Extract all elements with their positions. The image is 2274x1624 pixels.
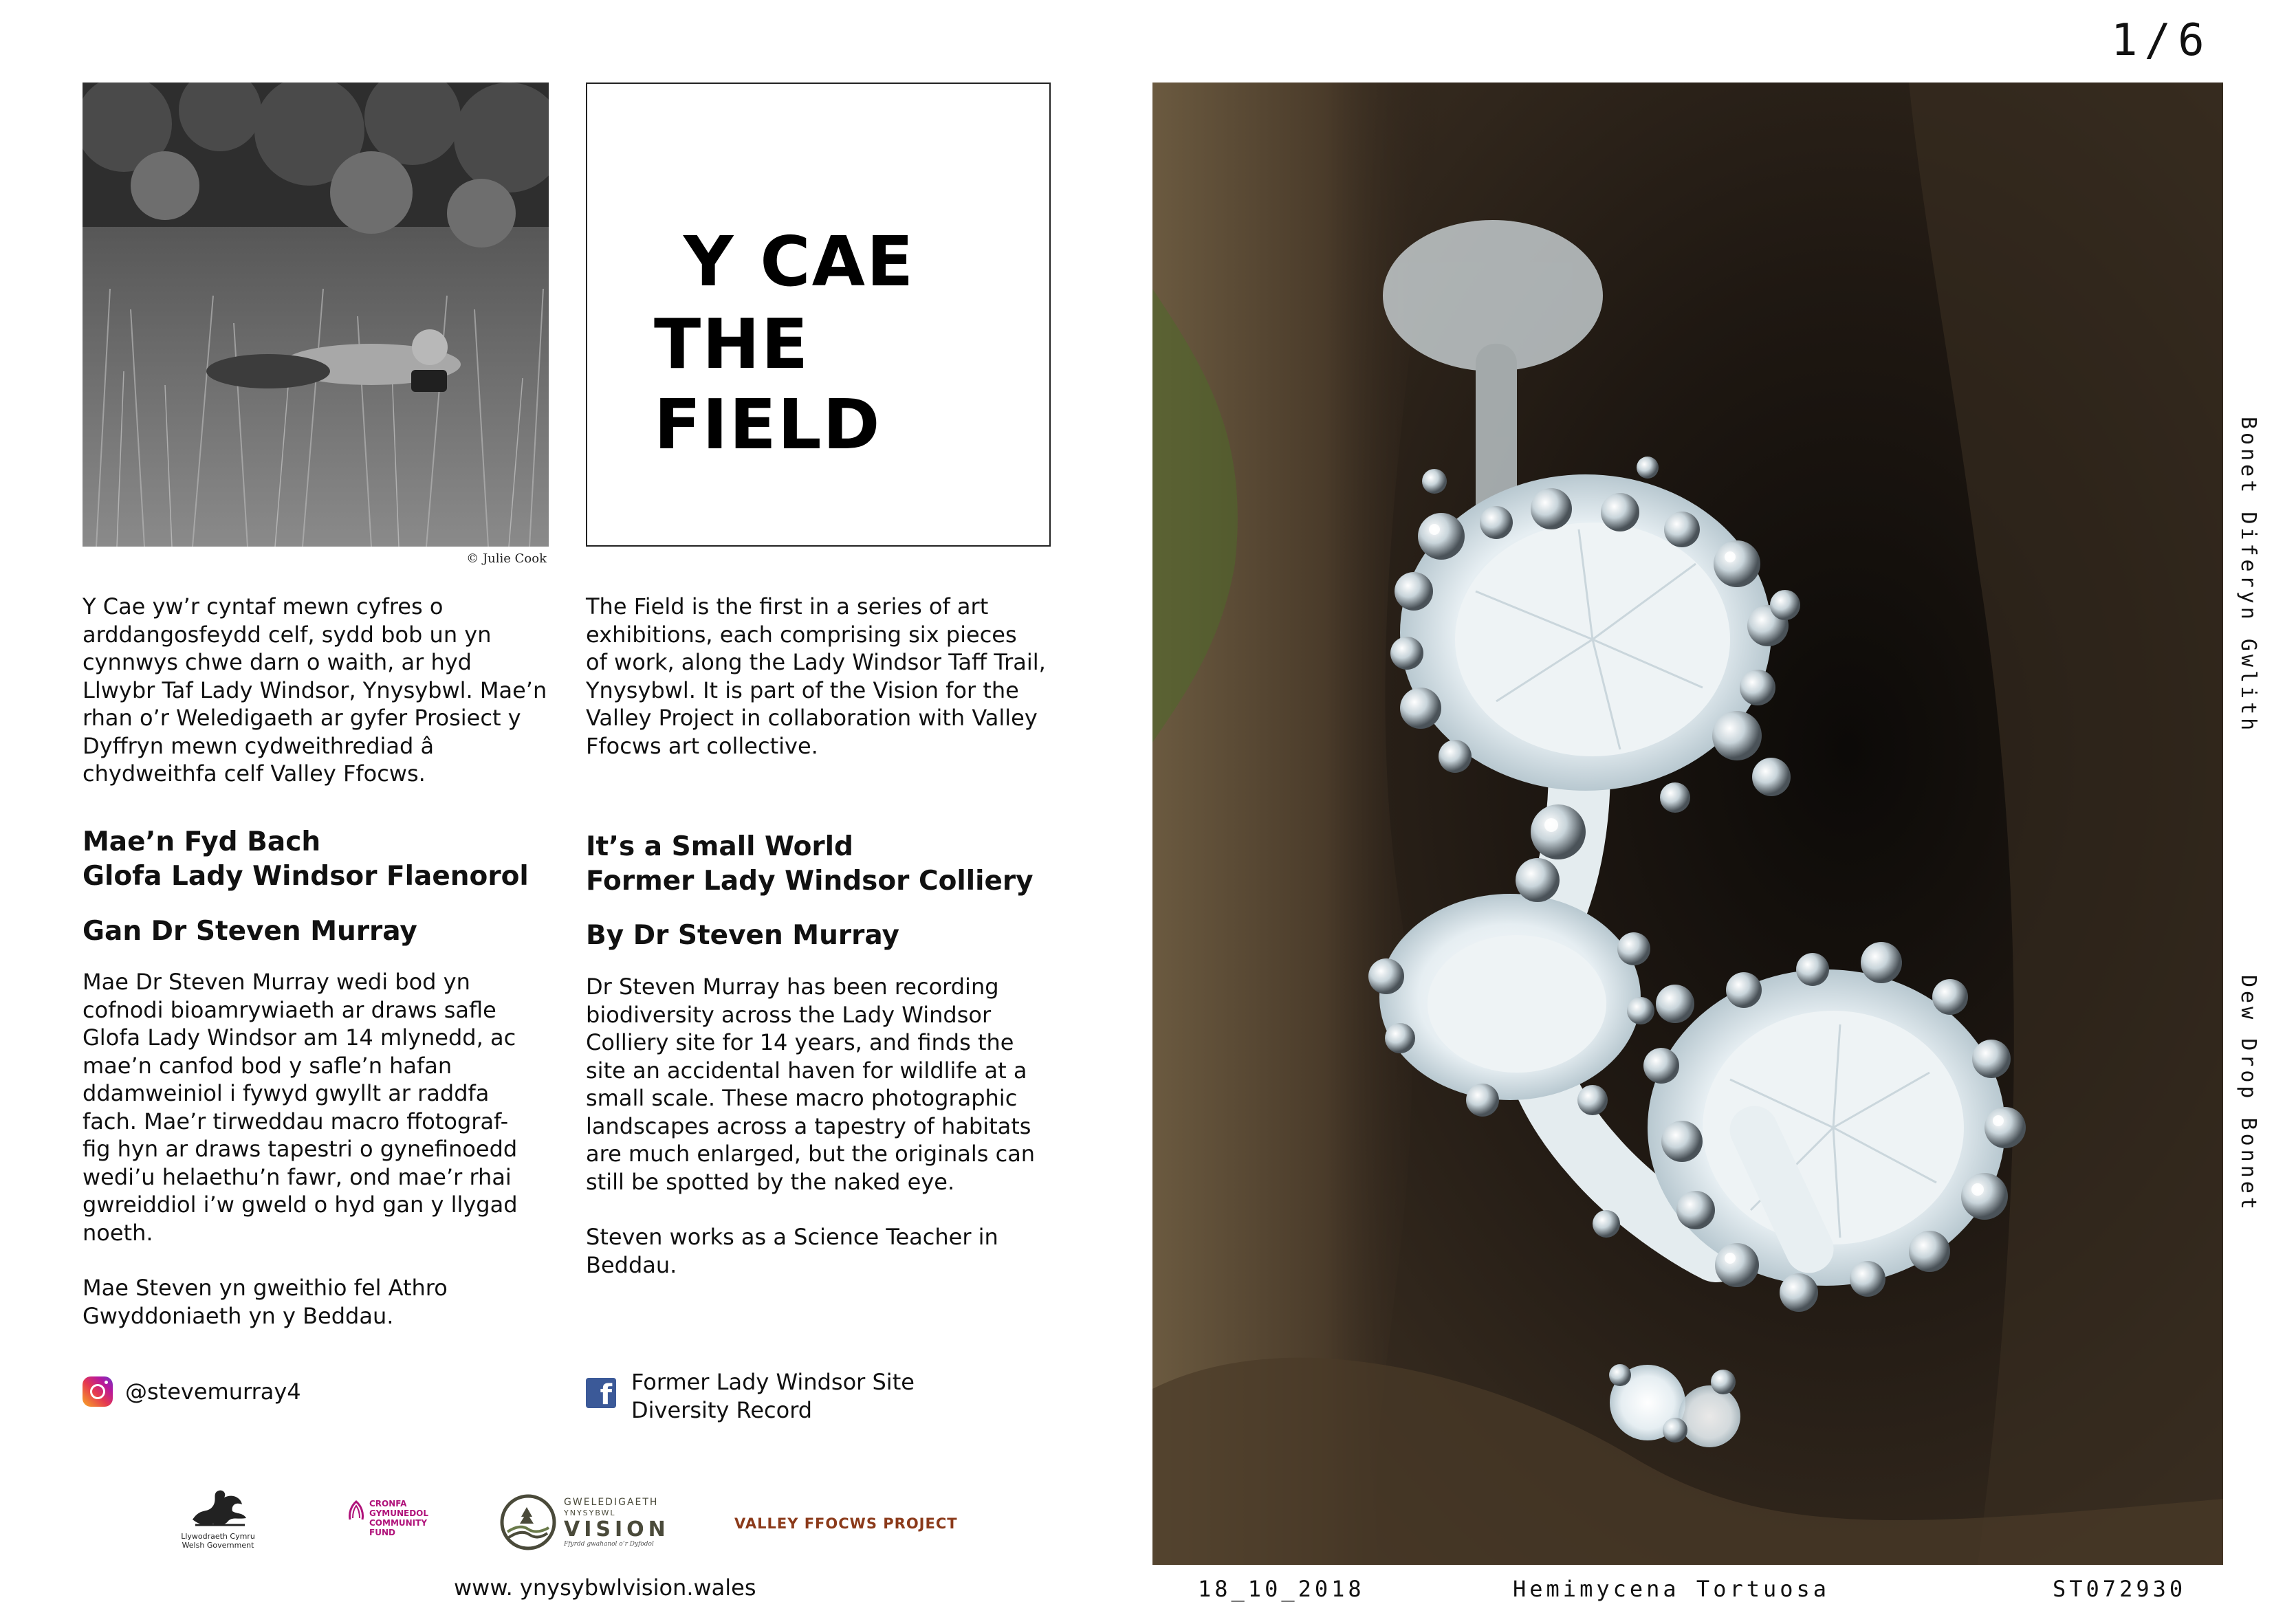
facebook-icon: f	[586, 1378, 616, 1408]
english-heading: It’s a Small World Former Lady Windsor Colliery	[586, 831, 1034, 897]
website-link[interactable]: www. ynysybwlvision.wales	[454, 1574, 756, 1601]
photographer-photo	[83, 83, 549, 547]
photo-date: 18_10_2018	[1198, 1576, 1365, 1602]
lottery-hands-icon	[347, 1499, 365, 1522]
english-body: Dr Steven Murray has been recording biodiversity across the Lady Windsor Colliery site for 14 years, and finds the site an accidental haven for wildlife at a small scale. These macro photographic landscapes across a tapestry of habitats are much enlarged, but the originals can still be spotted by the naked eye.	[586, 974, 1036, 1195]
welsh-intro: Y Cae yw’r cyntaf mewn cyfres o arddangosfeydd celf, sydd bob un yn cynnwys chwe darn o waith, ar hyd Llwybr Taf Lady Windsor, Ynysybwl. Mae’n rhan o’r Weledigaeth ar gyfer Prosiect y Dyffryn mewn cydweithrediad â chydweithfa celf Valley Ffocws.	[83, 593, 547, 787]
page-number: 1/6	[2111, 15, 2211, 66]
instagram-handle[interactable]: @stevemurray4	[125, 1378, 301, 1405]
vision-small-label: GWELEDIGAETH	[564, 1497, 659, 1508]
instagram-icon	[83, 1376, 113, 1407]
welsh-government-label: Llywodraeth Cymru Welsh Government	[181, 1532, 255, 1550]
photo-credit: © Julie Cook	[466, 551, 547, 566]
dew-drop-bonnet-photo	[1152, 83, 2223, 1565]
grid-reference: ST072930	[2053, 1576, 2187, 1602]
english-job: Steven works as a Science Teacher in Beddau.	[586, 1224, 998, 1278]
welsh-species-label: Bonet Diferyn Gwlith	[2236, 417, 2260, 734]
facebook-link[interactable]	[586, 1368, 915, 1424]
vision-tagline: Ffyrdd gwahanol o’r Dyfodol	[564, 1541, 654, 1548]
vision-badge-icon	[499, 1493, 557, 1551]
species-name: Hemimycena Tortuosa	[1513, 1576, 1830, 1602]
vision-big-label: VISION	[564, 1517, 670, 1541]
valley-ffocws-logo: VALLEY FFOCWS PROJECT	[734, 1515, 958, 1532]
welsh-body: Mae Dr Steven Murray wedi bod yn cofnodi bioamrywiaeth ar draws safle Glofa Lady Windsor am 14 mlynedd, ac mae’n canfod bod y safle’n hafan ddamweiniol i fywyd gwyllt ar raddfa fach. Mae’r tirweddau macro ffotograf- fig hyn ar draws tapestri o gynefinoedd wedi’u helaethu’n fawr, ond mae’r rhai gwreiddiol i’w gweld o hyd gan y llygad noeth.	[83, 969, 518, 1246]
welsh-job: Mae Steven yn gweithio fel Athro Gwyddoniaeth yn y Beddau.	[83, 1275, 448, 1329]
community-fund-logo	[347, 1499, 428, 1537]
english-intro: The Field is the first in a series of art exhibitions, each comprising six pieces of work, along the Lady Windsor Taff Trail, Ynysybwl. It is part of the Vision for the Valley Project in collaboration with Valley Ffocws art collective.	[586, 593, 1046, 759]
facebook-page-name[interactable]: Former Lady Windsor Site Diversity Record	[631, 1369, 915, 1423]
title-english: THE FIELD	[654, 304, 882, 465]
ynysybwl-vision-logo	[499, 1493, 670, 1551]
community-fund-label: CRONFA GYMUNEDOL COMMUNITY FUND	[369, 1499, 429, 1537]
english-byline: By Dr Steven Murray	[586, 920, 899, 951]
welsh-government-logo	[173, 1486, 263, 1550]
welsh-dragon-icon	[187, 1486, 249, 1529]
title-welsh: Y CAE	[684, 221, 915, 302]
vision-sub-label: YNYSYBWL	[564, 1508, 616, 1517]
welsh-heading: Mae’n Fyd Bach Glofa Lady Windsor Flaenorol	[83, 826, 529, 892]
english-species-label: Dew Drop Bonnet	[2236, 975, 2260, 1213]
title-box	[586, 83, 1051, 547]
welsh-byline: Gan Dr Steven Murray	[83, 916, 417, 947]
instagram-link[interactable]	[83, 1376, 301, 1407]
